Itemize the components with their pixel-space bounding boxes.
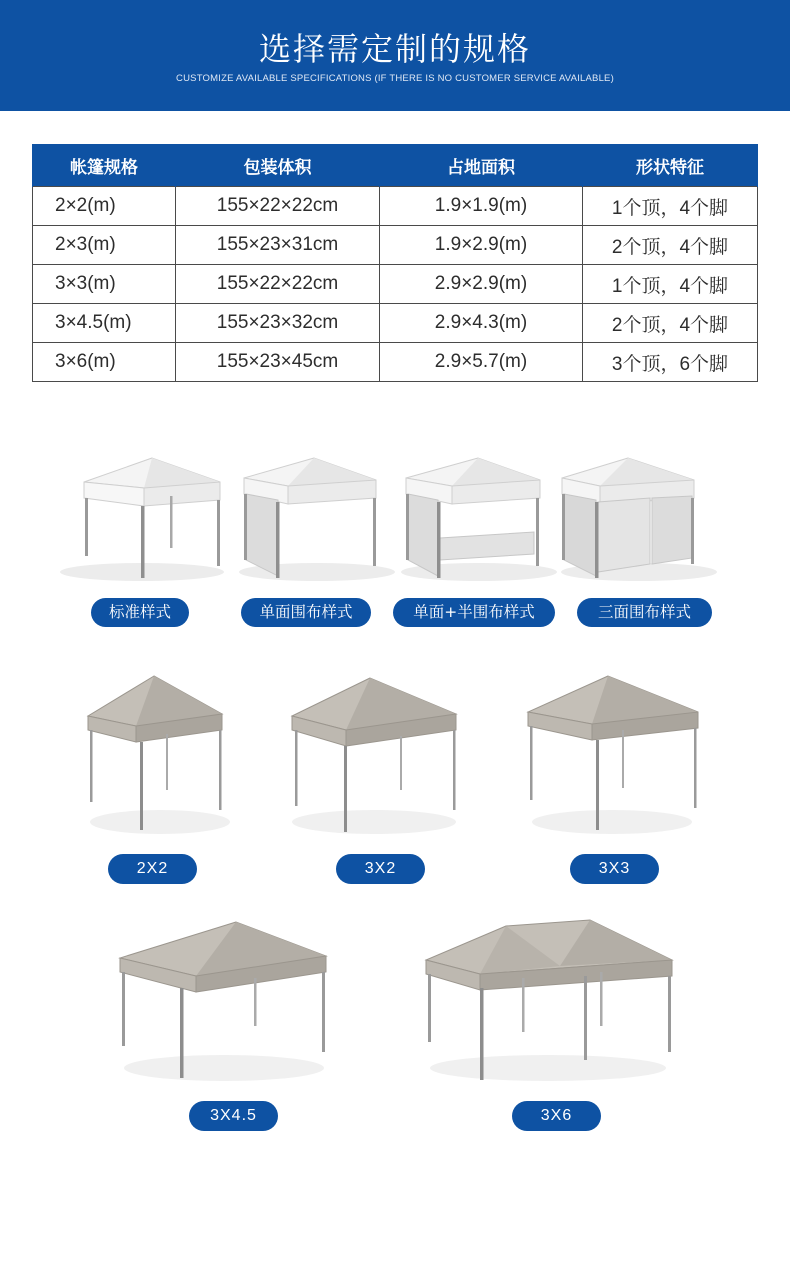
style-tag-three-wall: 三面围布样式: [577, 598, 712, 627]
table-cell: 155×22×22cm: [176, 187, 380, 226]
table-cell: 3个顶，6个脚: [583, 343, 758, 382]
column-header: 占地面积: [380, 144, 583, 187]
table-cell: 1.9×2.9(m): [380, 226, 583, 265]
table-cell: 155×23×45cm: [176, 343, 380, 382]
table-row: [33, 304, 758, 343]
column-header: 帐篷规格: [33, 144, 176, 187]
tent-half-wall-image: [394, 448, 564, 588]
table-cell: 155×22×22cm: [176, 265, 380, 304]
table-cell: 1个顶，4个脚: [583, 187, 758, 226]
column-header: 形状特征: [583, 144, 758, 187]
table-cell: 2个顶，4个脚: [583, 304, 758, 343]
size-tag-3x3: 3X3: [570, 854, 659, 884]
page-title: 选择需定制的规格: [258, 30, 531, 68]
tent-3x3-image: [522, 672, 702, 842]
tent-2x2-image: [80, 672, 240, 842]
table-row: [33, 226, 758, 265]
table-cell: 2个顶，4个脚: [583, 226, 758, 265]
style-tag-one-wall: 单面围布样式: [241, 598, 371, 627]
table-header-row: [33, 144, 758, 187]
size-tag-2x2: 2X2: [108, 854, 197, 884]
size-tag-3x2: 3X2: [336, 854, 425, 884]
tent-three-wall-image: [554, 448, 724, 588]
table-row: [33, 187, 758, 226]
table-cell: 155×23×32cm: [176, 304, 380, 343]
table-cell: 1个顶，4个脚: [583, 265, 758, 304]
column-header: 包装体积: [176, 144, 380, 187]
spec-table: [32, 144, 758, 382]
table-cell: 3×3(m): [33, 265, 176, 304]
table-cell: 2.9×4.3(m): [380, 304, 583, 343]
table-cell: 155×23×31cm: [176, 226, 380, 265]
table-row: [33, 265, 758, 304]
tent-3x6-image: [420, 916, 676, 1090]
tent-one-wall-image: [232, 448, 402, 588]
table-row: [33, 343, 758, 382]
table-cell: 3×6(m): [33, 343, 176, 382]
style-tag-half-wall: 单面+半围布样式: [393, 598, 555, 627]
table-cell: 2.9×2.9(m): [380, 265, 583, 304]
tent-3x4.5-image: [112, 916, 334, 1090]
tent-3x2-image: [284, 672, 464, 842]
table-cell: 2×3(m): [33, 226, 176, 265]
header-banner: [0, 0, 790, 111]
page-subtitle: CUSTOMIZE AVAILABLE SPECIFICATIONS (IF THERE IS NO CUSTOMER SERVICE AVAILABLE): [176, 73, 614, 84]
table-cell: 3×4.5(m): [33, 304, 176, 343]
tent-standard-image: [52, 448, 232, 588]
table-cell: 2.9×5.7(m): [380, 343, 583, 382]
size-tag-3x6: 3X6: [512, 1101, 601, 1131]
style-tag-standard: 标准样式: [91, 598, 189, 627]
table-cell: 2×2(m): [33, 187, 176, 226]
size-tag-3x4.5: 3X4.5: [189, 1101, 278, 1131]
table-cell: 1.9×1.9(m): [380, 187, 583, 226]
